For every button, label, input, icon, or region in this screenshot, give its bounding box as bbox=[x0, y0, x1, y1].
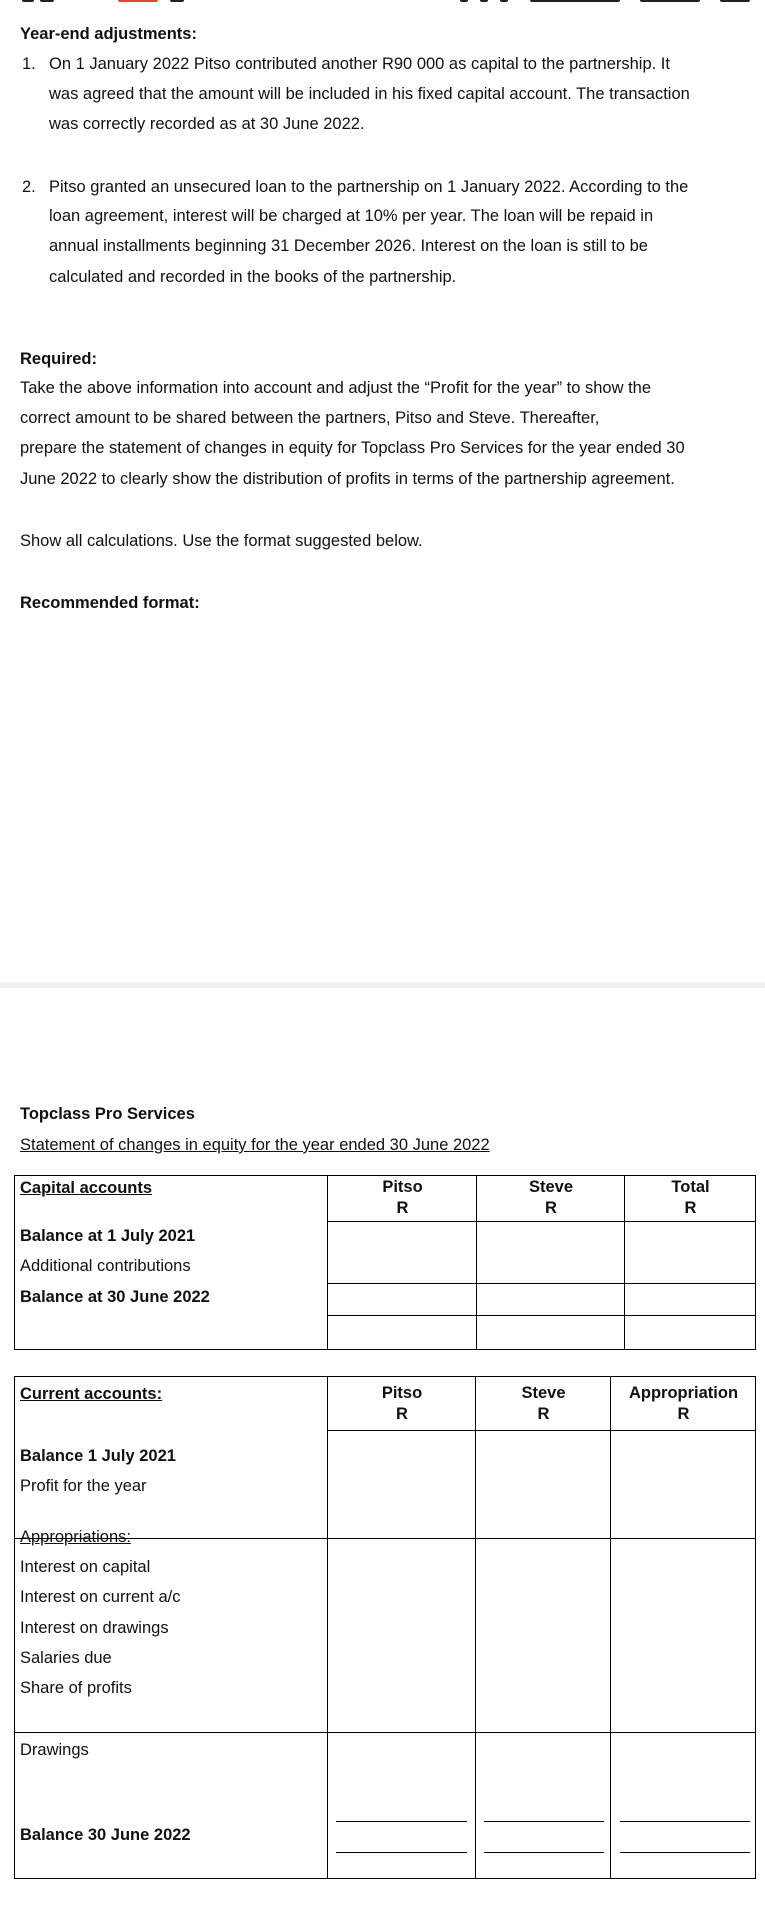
total-line bbox=[336, 1852, 467, 1853]
current-col-appropriation: Appropriation bbox=[628, 1384, 739, 1402]
capital-col-total: Total bbox=[671, 1178, 710, 1196]
capital-cell[interactable] bbox=[625, 1222, 756, 1283]
current-cell[interactable] bbox=[328, 1733, 476, 1879]
current-row-label: Profit for the year bbox=[20, 1477, 147, 1495]
adjustment-line: annual installments beginning 31 December 2026. Interest on the loan is still to be bbox=[49, 237, 648, 255]
required-line: prepare the statement of changes in equity for Topclass Pro Services for the year ended 30 bbox=[20, 439, 685, 457]
required-line: June 2022 to clearly show the distribution of profits in terms of the partnership agreement. bbox=[20, 470, 675, 488]
page-separator bbox=[0, 982, 765, 988]
capital-cell[interactable] bbox=[625, 1315, 756, 1349]
calculation-note: Show all calculations. Use the format suggested below. bbox=[20, 532, 423, 550]
appropriation-row-label: Interest on capital bbox=[20, 1558, 151, 1576]
required-line: Take the above information into account and adjust the “Profit for the year” to show the bbox=[20, 379, 652, 397]
current-cell[interactable] bbox=[476, 1431, 611, 1539]
capital-row-label: Additional contributions bbox=[20, 1257, 191, 1275]
company-name: Topclass Pro Services bbox=[20, 1105, 195, 1123]
total-line bbox=[336, 1821, 467, 1822]
adjustment-number: 1. bbox=[22, 55, 36, 73]
capital-col-pitso: Pitso bbox=[382, 1178, 423, 1196]
capital-cell[interactable] bbox=[328, 1315, 477, 1349]
current-col-steve: Steve bbox=[521, 1384, 566, 1402]
current-cell[interactable] bbox=[611, 1431, 756, 1539]
capital-cell[interactable] bbox=[625, 1283, 756, 1315]
current-cell[interactable] bbox=[328, 1539, 476, 1733]
appropriation-row-label: Share of profits bbox=[20, 1679, 132, 1697]
current-cell[interactable] bbox=[476, 1539, 611, 1733]
appropriation-row-label: Salaries due bbox=[20, 1649, 112, 1667]
adjustment-line: was correctly recorded as at 30 June 2022. bbox=[49, 115, 365, 133]
capital-cell[interactable] bbox=[477, 1222, 625, 1283]
adjustment-line: was agreed that the amount will be included in his fixed capital account. The transaction bbox=[49, 85, 690, 103]
adjustment-line: On 1 January 2022 Pitso contributed another R90 000 as capital to the partnership. It bbox=[49, 55, 670, 73]
current-accounts-header: Current accounts: bbox=[20, 1385, 163, 1403]
current-row-label: Balance 1 July 2021 bbox=[20, 1447, 176, 1465]
current-col-appropriation-unit: R bbox=[677, 1405, 690, 1423]
current-col-pitso: Pitso bbox=[381, 1384, 423, 1402]
required-line: correct amount to be shared between the partners, Pitso and Steve. Thereafter, bbox=[20, 409, 600, 427]
total-line bbox=[620, 1852, 750, 1853]
year-end-heading: Year-end adjustments: bbox=[20, 25, 197, 43]
capital-cell[interactable] bbox=[477, 1315, 625, 1349]
capital-col-steve: Steve bbox=[528, 1178, 574, 1196]
capital-row-label: Balance at 30 June 2022 bbox=[20, 1288, 210, 1306]
current-cell[interactable] bbox=[611, 1539, 756, 1733]
capital-col-steve-unit: R bbox=[545, 1199, 557, 1217]
appropriation-row-label: Interest on drawings bbox=[20, 1619, 169, 1637]
current-cell[interactable] bbox=[611, 1733, 756, 1879]
current-cell[interactable] bbox=[476, 1733, 611, 1879]
current-col-steve-unit: R bbox=[537, 1405, 550, 1423]
cropped-top-bar bbox=[0, 0, 765, 6]
capital-col-total-unit: R bbox=[684, 1199, 697, 1217]
capital-row-label: Balance at 1 July 2021 bbox=[20, 1227, 196, 1245]
current-cell[interactable] bbox=[328, 1431, 476, 1539]
appropriations-header: Appropriations: bbox=[20, 1528, 131, 1546]
adjustment-line: calculated and recorded in the books of the partnership. bbox=[49, 268, 457, 286]
capital-cell[interactable] bbox=[328, 1283, 477, 1315]
capital-accounts-header: Capital accounts bbox=[20, 1179, 153, 1197]
capital-col-pitso-unit: R bbox=[396, 1199, 409, 1217]
drawings-label: Drawings bbox=[20, 1741, 89, 1759]
total-line bbox=[620, 1821, 750, 1822]
current-col-pitso-unit: R bbox=[396, 1405, 408, 1423]
closing-balance-label: Balance 30 June 2022 bbox=[20, 1826, 191, 1844]
required-title: Required: bbox=[20, 350, 98, 368]
adjustment-line: loan agreement, interest will be charged at 10% per year. The loan will be repaid in bbox=[49, 207, 654, 225]
statement-title: Statement of changes in equity for the year ended 30 June 2022 bbox=[20, 1136, 490, 1154]
adjustment-line: Pitso granted an unsecured loan to the partnership on 1 January 2022. According to the bbox=[49, 178, 689, 196]
format-label: Recommended format: bbox=[20, 594, 200, 612]
total-line bbox=[484, 1852, 604, 1853]
capital-cell[interactable] bbox=[328, 1222, 477, 1283]
adjustment-number: 2. bbox=[22, 178, 36, 196]
total-line bbox=[484, 1821, 604, 1822]
capital-cell[interactable] bbox=[477, 1283, 625, 1315]
appropriation-row-label: Interest on current a/c bbox=[20, 1588, 181, 1606]
